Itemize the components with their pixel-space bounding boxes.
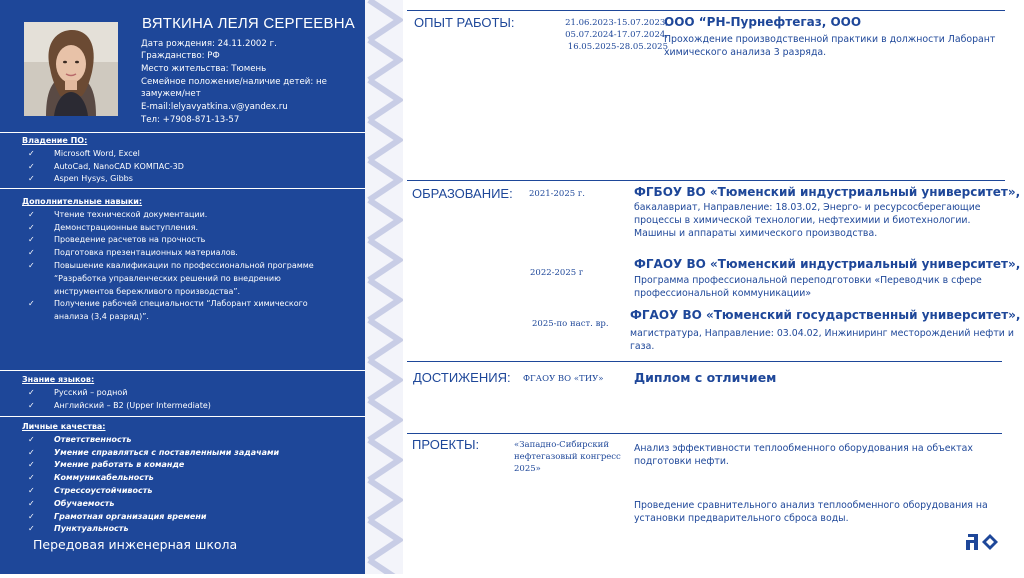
achievements-heading: ДОСТИЖЕНИЯ: (413, 370, 511, 385)
projects-heading: ПРОЕКТЫ: (412, 437, 480, 452)
list-item: ✓ Стрессоустойчивость (22, 485, 357, 498)
check-icon: ✓ (28, 473, 35, 483)
check-icon: ✓ (28, 248, 35, 258)
education-org: ФГАОУ ВО «Тюменский индустриальный университет», (634, 257, 1021, 271)
email: E-mail:lelyavyatkina.v@yandex.ru (141, 102, 288, 112)
languages-title: Знание языков: (22, 375, 95, 384)
list-item: ✓ Microsoft Word, Excel (22, 148, 357, 161)
check-icon: ✓ (28, 161, 35, 171)
left-panel (0, 0, 365, 574)
list-item: ✓ Обучаемость (22, 498, 357, 511)
birth-date: Дата рождения: 24.11.2002 г. (141, 39, 277, 49)
check-icon: ✓ (28, 447, 35, 457)
section-line (407, 361, 1002, 362)
check-icon: ✓ (28, 498, 35, 508)
check-icon: ✓ (28, 235, 35, 245)
logo-icon (964, 532, 1002, 556)
check-icon: ✓ (28, 434, 35, 444)
project-item: Анализ эффективности теплообменного оборудования на объектах подготовки нефти. (634, 443, 973, 467)
list-item: ✓ Коммуникабельность (22, 472, 357, 485)
list-item: ✓ Русский – родной (22, 387, 357, 400)
achievements-title: Диплом с отличием (634, 370, 777, 385)
list-item: ✓ Умение справляться с поставленными задачами (22, 447, 357, 460)
experience-org: ООО “РН-Пурнефтегаз, ООО (664, 15, 862, 29)
education-date: 2021-2025 г. (529, 189, 585, 199)
divider (0, 188, 365, 189)
decorative-pattern (365, 0, 403, 574)
check-icon: ✓ (28, 299, 35, 309)
qualities-title: Личные качества: (22, 422, 106, 431)
check-icon: ✓ (28, 400, 35, 410)
experience-desc: Прохождение производственной практики в должности Лаборант химического анализа 3 разряда. (664, 34, 996, 58)
languages-section (22, 374, 357, 412)
check-icon: ✓ (28, 511, 35, 521)
list-item: ✓ Ответственность (22, 434, 357, 447)
education-date: 2025-по наст. вр. (532, 319, 609, 329)
list-item: ✓ Грамотная организация времени (22, 511, 357, 524)
right-panel (403, 0, 1024, 574)
citizenship: Гражданство: РФ (141, 51, 220, 61)
check-icon: ✓ (28, 148, 35, 158)
achievements-source: ФГАОУ ВО «ТИУ» (523, 374, 604, 384)
list-item: ✓ Демонстрационные выступления. (22, 222, 357, 235)
person-name: ВЯТКИНА ЛЕЛЯ СЕРГЕЕВНА (142, 15, 355, 32)
residence: Место жительства: Тюмень (141, 64, 267, 74)
check-icon: ✓ (28, 260, 35, 270)
profile-photo (24, 22, 118, 116)
check-icon: ✓ (28, 174, 35, 184)
education-desc: Программа профессиональной переподготовки «Переводчик в сфере профессиональной коммуникации» (634, 275, 982, 299)
list-item: ✓ Повышение квалификации по профессиональной программе “Разработка управленческих решений по внедрению инструментов бережливого производства”. (28, 260, 314, 296)
list-item: ✓ Получение рабочей специальности “Лаборант химического анализа (3,4 разряд)”. (28, 299, 308, 322)
phone: Тел: +7908-871-13-57 (141, 115, 240, 125)
list-item: ✓ Английский – В2 (Upper Intermediate) (22, 400, 357, 413)
list-item: ✓ Умение работать в команде (22, 459, 357, 472)
school-footer: Передовая инженерная школа (33, 537, 238, 552)
experience-heading: ОПЫТ РАБОТЫ: (414, 15, 515, 30)
education-desc: магистратура, Направление: 03.04.02, Инжиниринг месторождений нефти и газа. (630, 328, 1014, 352)
check-icon: ✓ (28, 387, 35, 397)
check-icon: ✓ (28, 524, 35, 534)
marital-status: Семейное положение/наличие детей: не замужем/нет (141, 77, 327, 99)
education-date: 2022-2025 г (530, 268, 584, 278)
list-item: ✓ Чтение технической документации. (22, 209, 357, 222)
list-item: ✓ Проведение расчетов на прочность (22, 234, 357, 247)
check-icon: ✓ (28, 209, 35, 219)
experience-dates: 21.06.2023-15.07.2023, 05.07.2024-17.07.2024, 16.05.2025-28.05.2025 (565, 18, 668, 52)
education-heading: ОБРАЗОВАНИЕ: (412, 186, 513, 201)
software-section (22, 135, 357, 186)
education-org: ФГАОУ ВО «Тюменский государственный университет», (630, 308, 1021, 322)
check-icon: ✓ (28, 222, 35, 232)
list-item: ✓ Пунктуальность (22, 523, 357, 536)
section-line (407, 180, 1005, 181)
check-icon: ✓ (28, 485, 35, 495)
divider (0, 370, 365, 371)
project-item: Проведение сравнительного анализ теплообменного оборудования на установки предварительного сброса воды. (634, 500, 988, 524)
divider (0, 132, 365, 133)
software-title: Владение ПО: (22, 136, 88, 145)
section-line (407, 433, 1002, 434)
skills-section (22, 196, 357, 324)
education-desc: бакалавриат, Направление: 18.03.02, Энерго- и ресурсосберегающие процессы в химической технологии, нефтехимии и биотехнологии. Машины и аппараты химического производства. (634, 202, 981, 239)
projects-event: «Западно-Сибирский нефтегазовый конгресс 2025» (514, 440, 621, 474)
list-item: ✓ AutoCad, NanoCAD КОМПАС-3D (22, 161, 357, 174)
section-line (407, 10, 1005, 11)
qualities-section (22, 421, 357, 536)
divider (0, 416, 365, 417)
check-icon: ✓ (28, 460, 35, 470)
list-item: ✓ Подготовка презентационных материалов. (22, 247, 357, 260)
skills-title: Дополнительные навыки: (22, 197, 143, 206)
list-item: ✓ Aspen Hysys, Gibbs (22, 173, 357, 186)
education-org: ФГБОУ ВО «Тюменский индустриальный университет», (634, 185, 1021, 199)
